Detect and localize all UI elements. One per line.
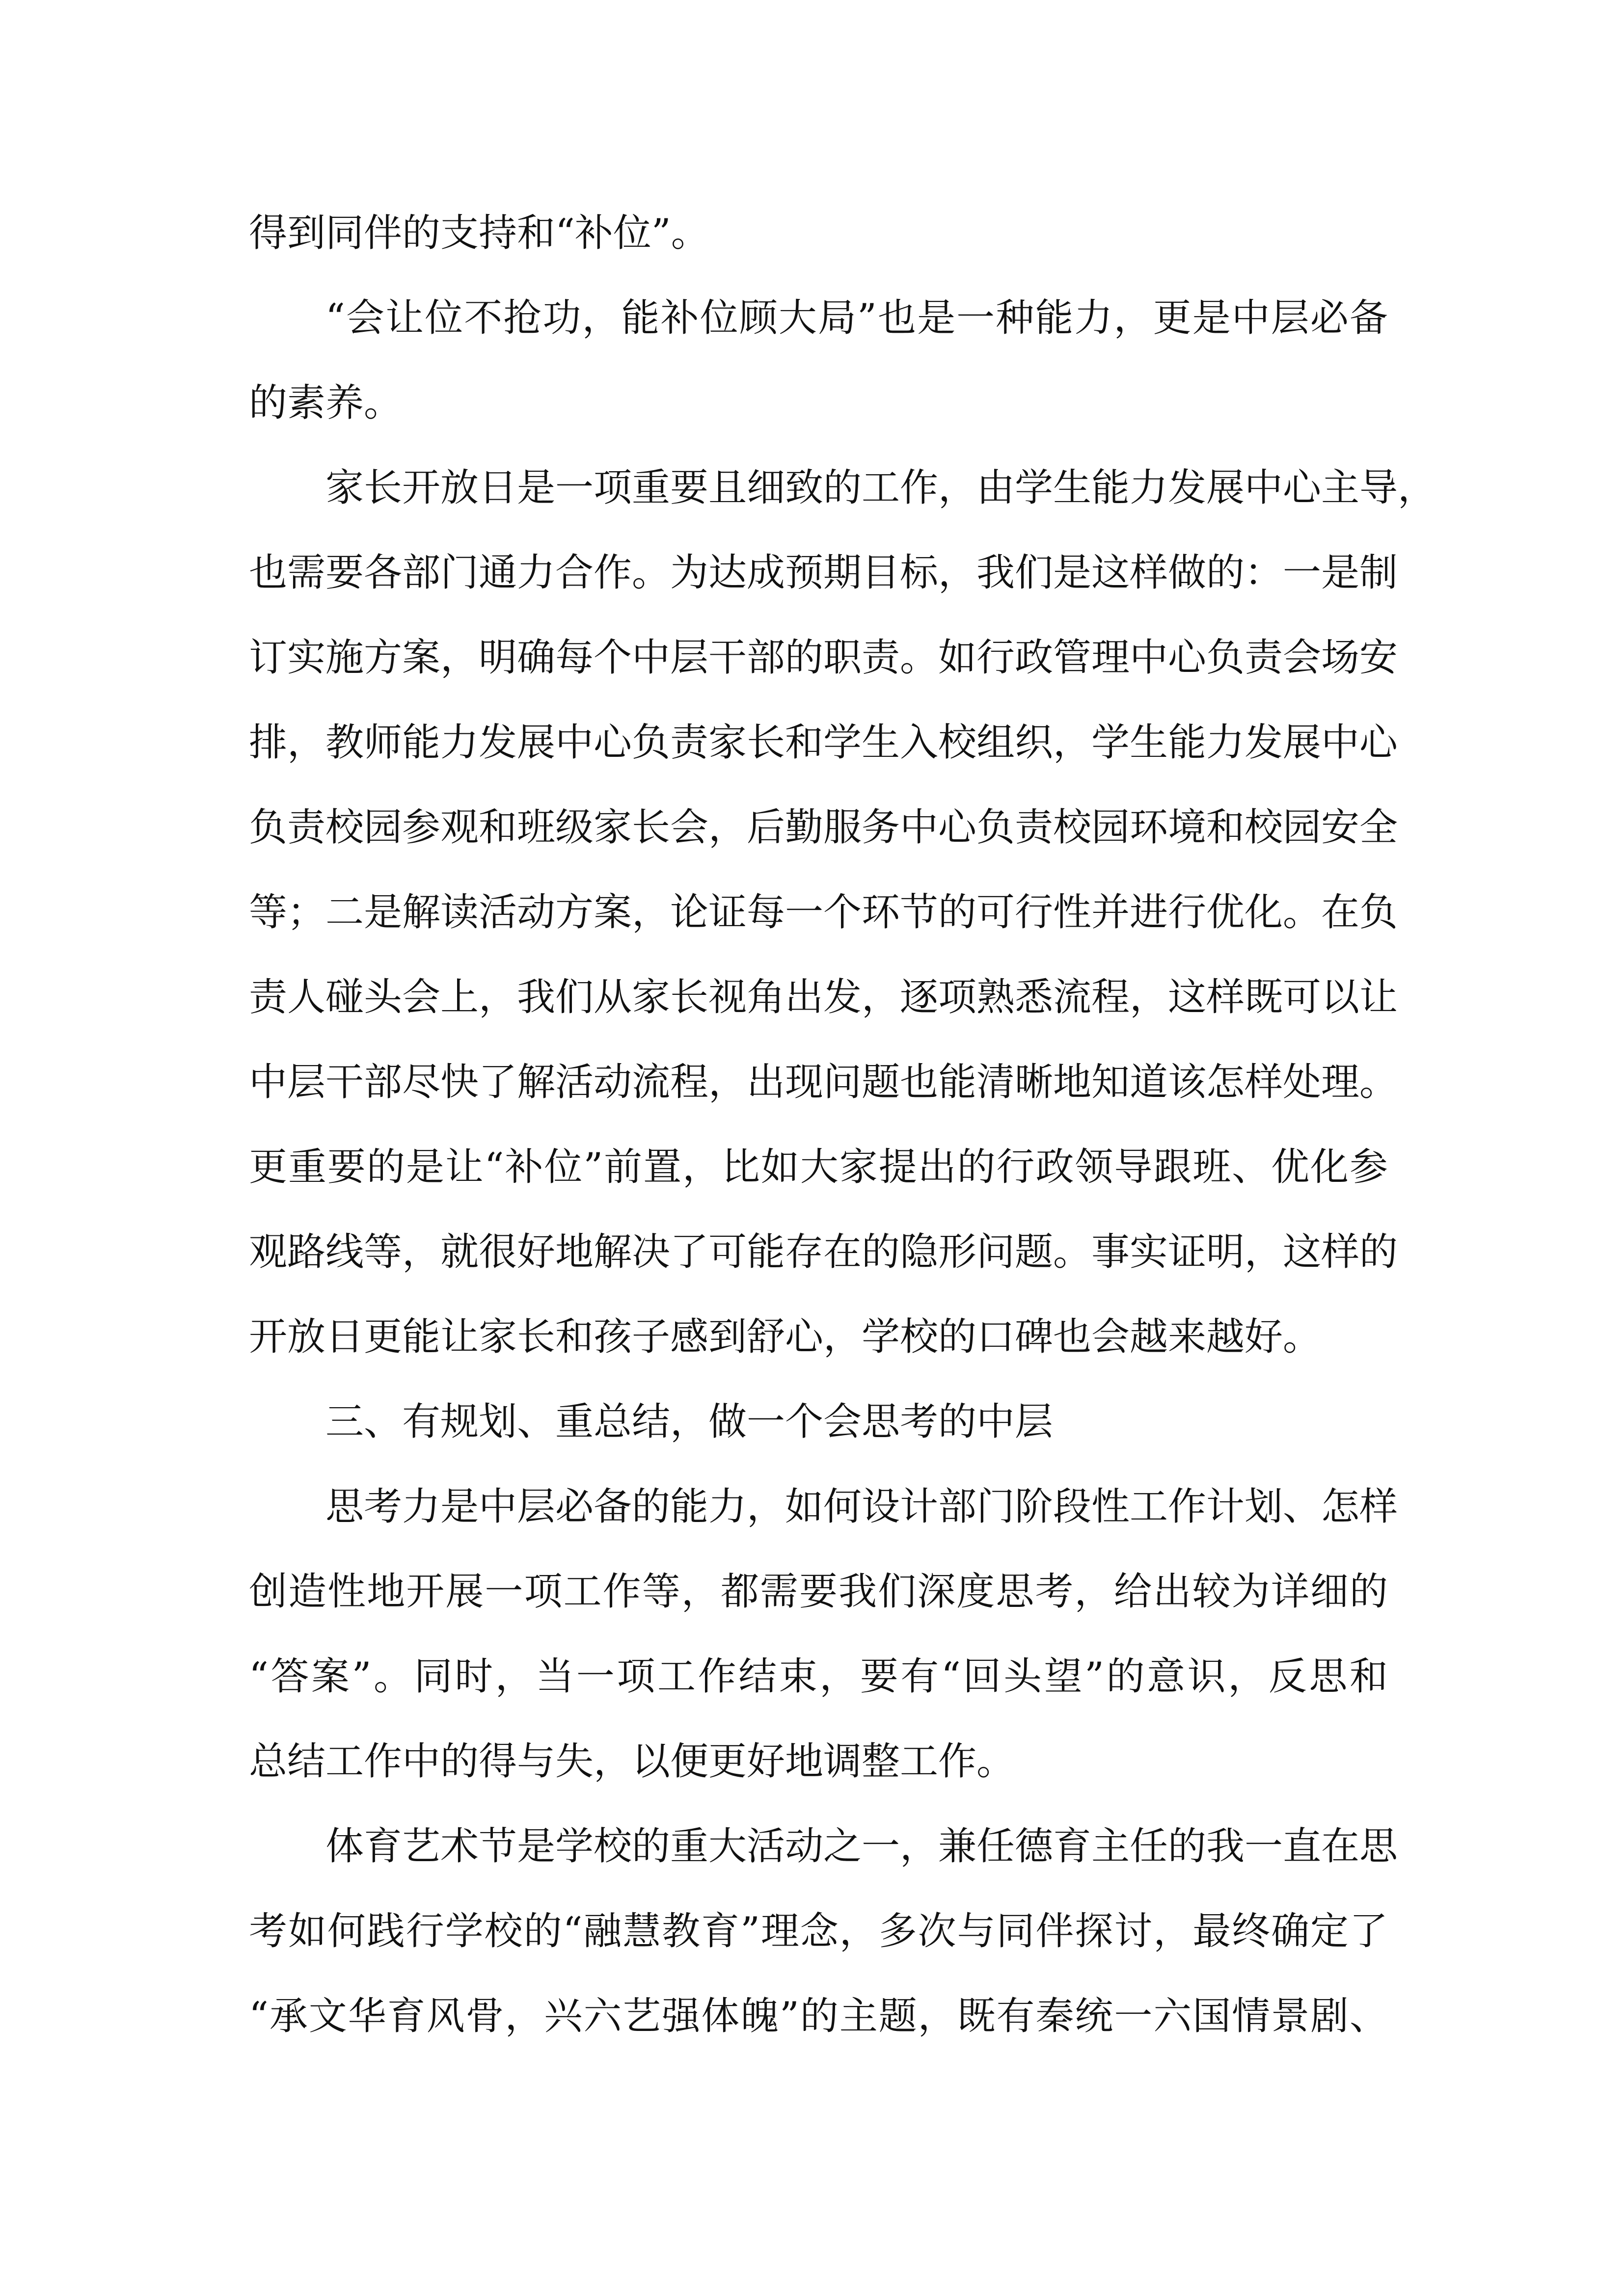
text-line: 创造性地开展一项工作等，都需要我们深度思考，给出较为详细的 [249, 1570, 1388, 1614]
text-line: 家长开放日是一项重要且细致的工作，由学生能力发展中心主导， [325, 466, 1436, 510]
text-line: 总结工作中的得与失，以便更好地调整工作。 [249, 1739, 1015, 1784]
text-line: “承文华育风骨，兴六艺强体魄”的主题，既有秦统一六国情景剧、 [249, 1994, 1388, 2038]
section-heading: 三、有规划、重总结，做一个会思考的中层 [325, 1400, 1054, 1444]
text-line: 考如何践行学校的“融慧教育”理念，多次与同伴探讨，最终确定了 [249, 1909, 1388, 1953]
text-line: 得到同伴的支持和“补位”。 [249, 211, 709, 255]
text-line: 负责校园参观和班级家长会，后勤服务中心负责校园环境和校园安全 [249, 805, 1398, 850]
text-line: 更重要的是让“补位”前置，比如大家提出的行政领导跟班、优化参 [249, 1145, 1388, 1189]
text-line: 思考力是中层必备的能力，如何设计部门阶段性工作计划、怎样 [325, 1485, 1398, 1529]
text-line: 开放日更能让家长和孩子感到舒心，学校的口碑也会越来越好。 [249, 1315, 1322, 1359]
text-line: 也需要各部门通力合作。为达成预期目标，我们是这样做的：一是制 [249, 551, 1398, 595]
text-line: 订实施方案，明确每个中层干部的职责。如行政管理中心负责会场安 [249, 636, 1398, 680]
text-line: “答案”。同时，当一项工作结束，要有“回头望”的意识，反思和 [249, 1655, 1388, 1699]
text-line: 体育艺术节是学校的重大活动之一，兼任德育主任的我一直在思 [325, 1824, 1398, 1869]
text-line: 观路线等，就很好地解决了可能存在的隐形问题。事实证明，这样的 [249, 1230, 1398, 1274]
text-line: 等；二是解读活动方案，论证每一个环节的可行性并进行优化。在负 [249, 890, 1398, 934]
text-line: 排，教师能力发展中心负责家长和学生入校组织，学生能力发展中心 [249, 721, 1398, 765]
text-line: 的素养。 [249, 381, 403, 425]
text-line: 中层干部尽快了解活动流程，出现问题也能清晰地知道该怎样处理。 [249, 1060, 1398, 1104]
text-line: 责人碰头会上，我们从家长视角出发，逐项熟悉流程，这样既可以让 [249, 975, 1398, 1019]
text-line: “会让位不抢功，能补位顾大局”也是一种能力，更是中层必备 [325, 296, 1388, 340]
